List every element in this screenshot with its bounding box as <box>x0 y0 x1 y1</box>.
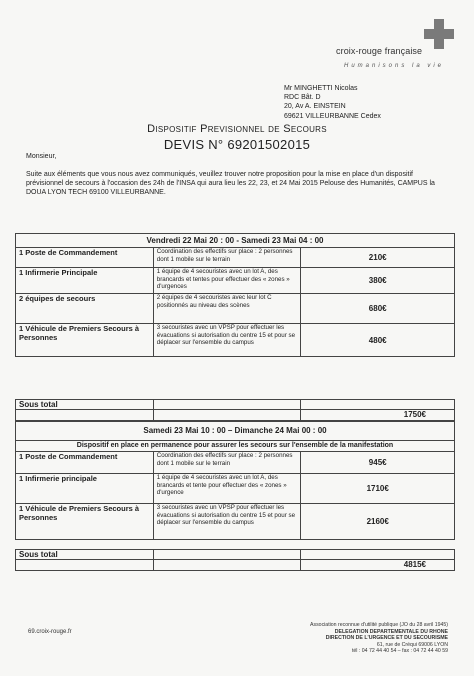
quote-number: DEVIS N° 69201502015 <box>163 137 311 152</box>
quote-table-friday <box>15 233 455 357</box>
row-description: 1 équipe de 4 secouristes avec un lot A, des brancards et tentes pour effectuer des « zones » d'urgences <box>153 268 301 294</box>
row-price: 1710€ <box>301 474 455 504</box>
document-title: Dispositif Previsionnel de Secours <box>147 123 327 135</box>
table-row <box>16 268 455 294</box>
row-description: Coordination des effectifs sur place : 2 personnes dont 1 mobile sur le terrain <box>153 248 301 268</box>
recipient-line: 20, Av A. EINSTEIN <box>284 103 346 111</box>
subtotal-value: 4815€ <box>301 560 455 571</box>
row-label: 1 Véhicule de Premiers Secours à Personnes <box>16 324 154 357</box>
table-row <box>16 452 455 474</box>
row-label: 2 équipes de secours <box>16 294 154 324</box>
brand-name: croix-rouge française <box>336 46 423 56</box>
footer-line: DIRECTION DE L'URGENCE ET DU SECOURISME <box>325 635 448 642</box>
subtotal-table-saturday <box>15 549 455 571</box>
row-price: 2160€ <box>301 504 455 540</box>
subtotal-value: 1750€ <box>301 410 455 421</box>
row-price: 380€ <box>301 268 455 294</box>
subtotal-table-friday <box>15 399 455 421</box>
row-label: 1 Poste de Commandement <box>16 452 154 474</box>
row-description: 3 secouristes avec un VPSP pour effectuer les évacuations si autorisation du centre 15 et pour se déplacer sur l'ensemble du campus <box>153 324 301 357</box>
row-price: 680€ <box>301 294 455 324</box>
footer-line: 61, rue de Créqui 69006 LYON <box>376 641 448 648</box>
footer-line: DELEGATION DEPARTEMENTALE DU RHONE <box>334 628 448 635</box>
row-label: 1 Véhicule de Premiers Secours à Personnes <box>16 504 154 540</box>
table-row <box>16 248 455 268</box>
intro-paragraph: Suite aux éléments que vous nous avez communiqués, veuillez trouver notre proposition pour la mise en place d'un dispositif prévisionnel de secours à l'occasion des 24h de l'INSA qui aura lieu les 22, 23, et 24 Mai 2015 Pelouse des Humanités, CAMPUS la DOUA LYON TECH 69100 VILLEURBANNE. <box>26 171 435 196</box>
footer-website: 69.croix-rouge.fr <box>28 629 72 635</box>
row-description: 1 équipe de 4 secouristes avec un lot A, des brancards et tente pour effectuer des « zones » d'urgence <box>153 474 301 504</box>
row-price: 945€ <box>301 452 455 474</box>
recipient-address <box>284 84 381 121</box>
row-label: 1 Poste de Commandement <box>16 248 154 268</box>
footer-address <box>270 622 448 655</box>
footer-line: Association reconnue d'utilité publique (JO du 28 avril 1945) <box>310 622 448 628</box>
brand-tagline: Humanisons la vie <box>344 63 445 69</box>
table-row <box>16 324 455 357</box>
row-description: 3 secouristes avec un VPSP pour effectuer les évacuations si autorisation du centre 15 et pour se déplacer sur l'ensemble du campus <box>153 504 301 540</box>
table-subheader: Dispositif en place en permanence pour assurer les secours sur l'ensemble de la manifestation <box>16 441 455 452</box>
table-row <box>16 294 455 324</box>
recipient-line: Mr MINGHETTI Nicolas <box>284 85 358 92</box>
table-header: Vendredi 22 Mai 20 : 00 - Samedi 23 Mai 04 : 00 <box>16 234 455 248</box>
row-description: Coordination des effectifs sur place : 2 personnes dont 1 mobile sur le terrain <box>153 452 301 474</box>
table-header: Samedi 23 Mai 10 : 00 – Dimanche 24 Mai 00 : 00 <box>16 422 455 441</box>
red-cross-logo-icon <box>423 18 455 50</box>
quote-table-saturday <box>15 421 455 540</box>
table-row <box>16 504 455 540</box>
subtotal-label: Sous total <box>16 550 154 560</box>
subtotal-label: Sous total <box>16 400 154 410</box>
table-row <box>16 474 455 504</box>
row-price: 480€ <box>301 324 455 357</box>
row-label: 1 Infirmerie principale <box>16 474 154 504</box>
salutation: Monsieur, <box>26 153 57 160</box>
recipient-line: 69621 VILLEURBANNE Cedex <box>284 112 381 120</box>
row-label: 1 Infirmerie Principale <box>16 268 154 294</box>
row-description: 2 équipes de 4 secouristes avec leur lot C positionnés au niveau des scènes <box>153 294 301 324</box>
recipient-line: RDC Bât. D <box>284 94 321 102</box>
row-price: 210€ <box>301 248 455 268</box>
footer-line: tél : 04 72 44 40 54 – fax : 04 72 44 40 59 <box>351 648 448 655</box>
